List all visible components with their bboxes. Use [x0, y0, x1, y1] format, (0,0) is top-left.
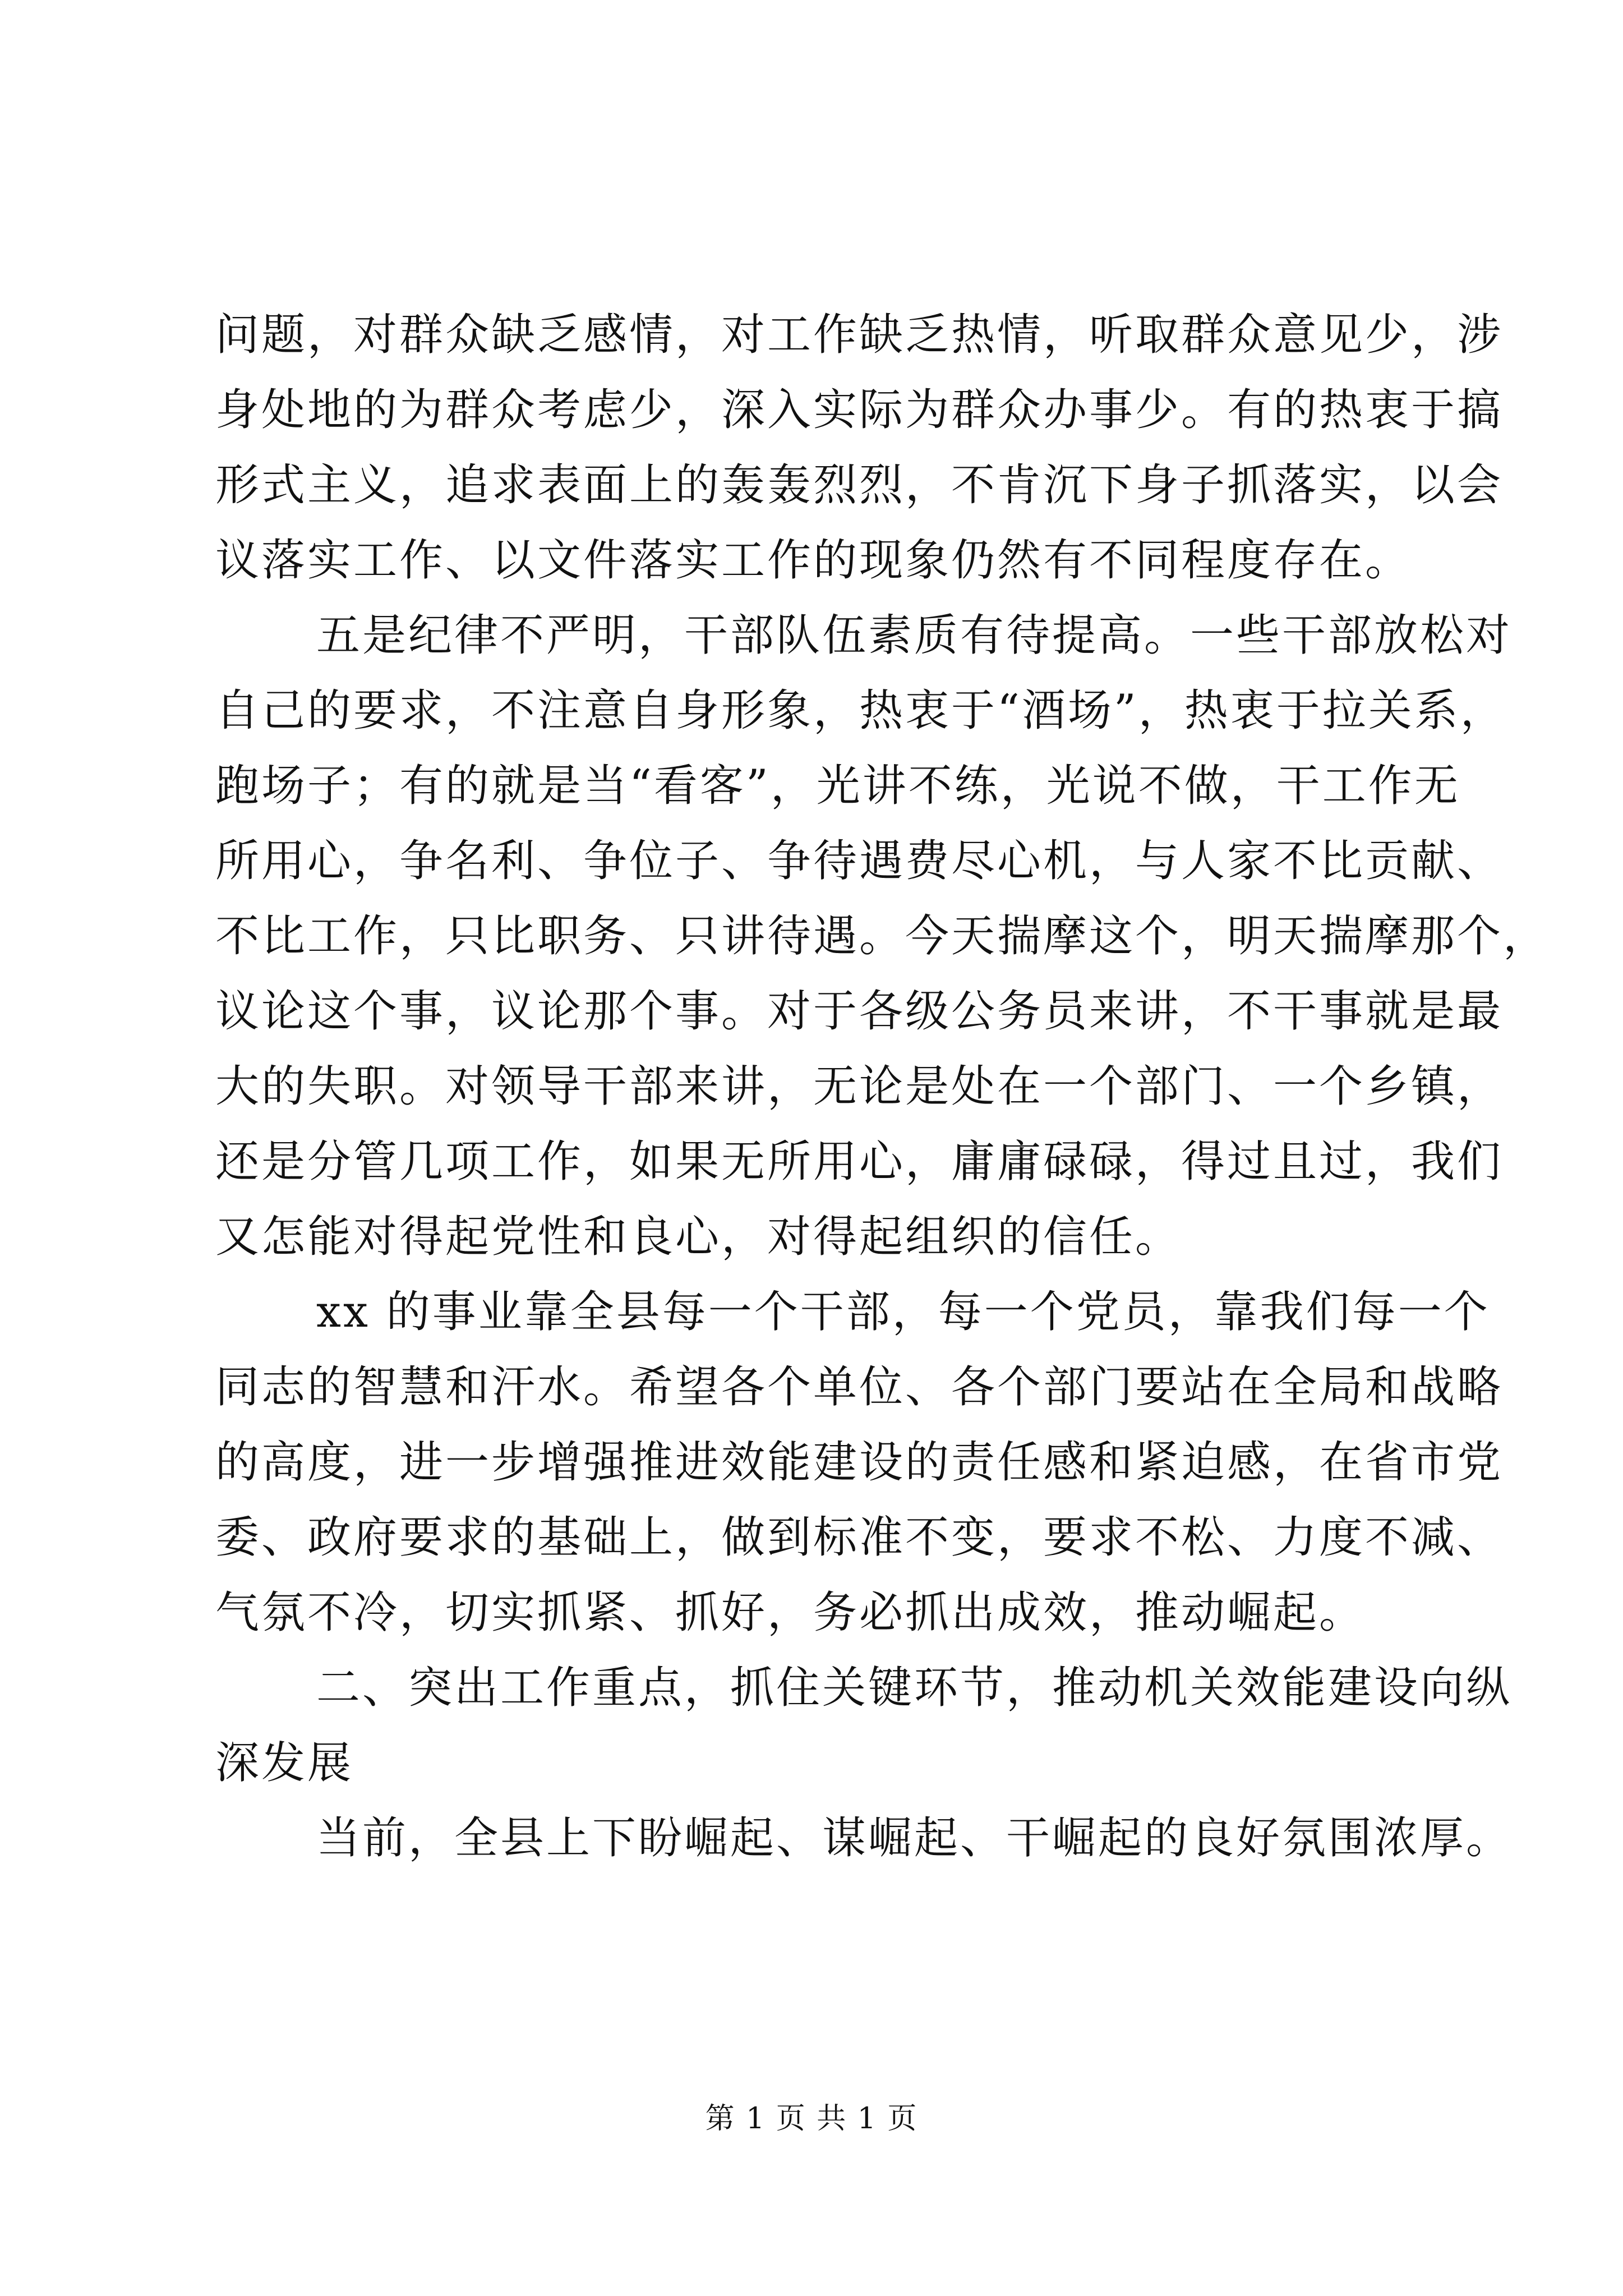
text-line: 所用心，争名利、争位子、争待遇费尽心机，与人家不比贡献、 [215, 836, 1504, 886]
paragraph-start-line: 五是纪律不严明，干部队伍素质有待提高。一些干部放松对 [316, 610, 1513, 661]
paragraph-start-line: xx 的事业靠全县每一个干部，每一个党员，靠我们每一个 [316, 1287, 1490, 1337]
text-line: 不比工作，只比职务、只讲待遇。今天揣摩这个，明天揣摩那个， [215, 911, 1550, 961]
paragraph-start-line: 当前，全县上下盼崛起、谋崛起、干崛起的良好氛围浓厚。 [316, 1813, 1513, 1864]
text-line: 又怎能对得起党性和良心，对得起组织的信任。 [215, 1212, 1182, 1262]
section-heading-line: 二、突出工作重点，抓住关键环节，推动机关效能建设向纵 [316, 1663, 1513, 1713]
text-line: 跑场子；有的就是当“看客”，光讲不练，光说不做，干工作无 [215, 761, 1460, 811]
text-line: 形式主义，追求表面上的轰轰烈烈，不肯沉下身子抓落实，以会 [215, 460, 1504, 510]
text-line: 议落实工作、以文件落实工作的现象仍然有不同程度存在。 [215, 535, 1412, 586]
text-line: 同志的智慧和汗水。希望各个单位、各个部门要站在全局和战略 [215, 1362, 1504, 1412]
text-line: 的高度，进一步增强推进效能建设的责任感和紧迫感，在省市党 [215, 1437, 1504, 1488]
page-number-footer: 第 1 页 共 1 页 [705, 2102, 918, 2136]
text-line: 身处地的为群众考虑少，深入实际为群众办事少。有的热衷于搞 [215, 385, 1504, 435]
text-line: 自己的要求，不注意自身形象，热衷于“酒场”，热衷于拉关系， [215, 685, 1506, 736]
section-heading-line: 深发展 [215, 1738, 354, 1788]
text-line: 委、政府要求的基础上，做到标准不变，要求不松、力度不减、 [215, 1512, 1504, 1563]
text-line: 大的失职。对领导干部来讲，无论是处在一个部门、一个乡镇， [215, 1061, 1504, 1112]
text-line: 气氛不冷，切实抓紧、抓好，务必抓出成效，推动崛起。 [215, 1588, 1366, 1638]
text-line: 问题，对群众缺乏感情，对工作缺乏热情，听取群众意见少，涉 [215, 310, 1504, 360]
text-line: 议论这个事，议论那个事。对于各级公务员来讲，不干事就是最 [215, 986, 1504, 1037]
document-body [215, 297, 1550, 1876]
text-line: 还是分管几项工作，如果无所用心，庸庸碌碌，得过且过，我们 [215, 1137, 1504, 1187]
